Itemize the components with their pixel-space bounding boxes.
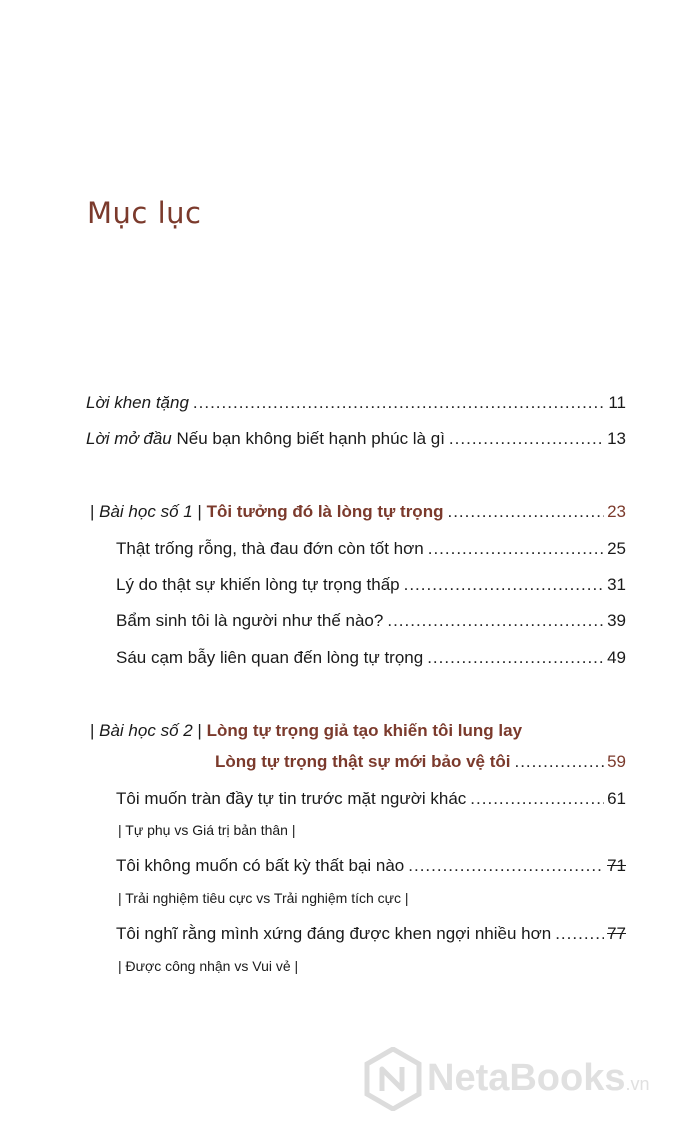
dot-leader [447,502,604,522]
toc-lesson-2-line1[interactable] [90,721,522,741]
dot-leader [514,752,604,772]
entry-subtitle: | Trải nghiệm tiêu cực vs Trải nghiệm tích cực | [118,890,409,906]
toc-entry[interactable] [116,856,626,882]
entry-label: Lời khen tặng [86,393,189,412]
entry-label-rest: Nếu bạn không biết hạnh phúc là gì [171,429,445,448]
toc-entry[interactable] [116,539,626,565]
dot-leader [427,648,604,668]
entry-subtitle: | Được công nhận vs Vui vẻ | [118,958,299,974]
page-number: 49 [607,648,626,667]
watermark-brand: NetaBooks [427,1057,626,1099]
entry-label: Bẩm sinh tôi là người như thế nào? [116,611,384,630]
page-number: 11 [608,393,626,412]
lesson-separator: | [192,502,207,521]
entry-subtitle: | Tự phụ vs Giá trị bản thân | [118,822,296,838]
toc-entry[interactable] [116,575,626,601]
toc-entry-praise[interactable] [86,393,626,419]
page-number: 25 [607,539,626,558]
dot-leader [404,575,604,595]
watermark [364,1045,694,1115]
toc-entry[interactable] [116,611,626,637]
dot-leader [387,611,604,631]
lesson-separator: | [192,721,207,740]
toc-lesson-2-line2[interactable] [215,752,626,778]
entry-label: Lý do thật sự khiến lòng tự trọng thấp [116,575,400,594]
toc-entry[interactable] [116,648,626,674]
dot-leader [193,393,605,413]
entry-label: Tôi muốn tràn đầy tự tin trước mặt người khác [116,789,467,808]
page-title: Mục lục [87,196,202,230]
lesson-bar: | [90,502,100,521]
lesson-bar: | [90,721,100,740]
lesson-number: Bài học số 2 [99,721,193,740]
dot-leader [428,539,604,559]
toc-lesson-1[interactable] [90,502,626,528]
lesson-title-line1: Lòng tự trọng giả tạo khiến tôi lung lay [206,721,523,740]
page-number: 71 [607,856,626,875]
dot-leader [408,856,604,876]
page-number: 77 [607,924,626,943]
entry-label: Tôi nghĩ rằng mình xứng đáng được khen ngợi nhiều hơn [116,924,552,943]
page-number: 13 [607,429,626,448]
entry-label: Tôi không muốn có bất kỳ thất bại nào [116,856,405,875]
dot-leader [449,429,604,449]
netabooks-logo-icon [364,1047,422,1111]
lesson-number: Bài học số 1 [99,502,193,521]
dot-leader [555,924,604,944]
page-number: 23 [607,502,626,521]
entry-label: Thật trống rỗng, thà đau đớn còn tốt hơn [116,539,424,558]
toc-entry[interactable] [116,924,626,950]
dot-leader [470,789,604,809]
page-number: 61 [607,789,626,808]
entry-label: Lời mở đầu [86,429,172,448]
watermark-tld: .vn [625,1074,650,1094]
page-number: 39 [607,611,626,630]
page-number: 31 [607,575,626,594]
toc-entry[interactable] [116,789,626,815]
page-number: 59 [607,752,626,771]
toc-entry-preface[interactable] [86,429,626,455]
lesson-title: Tôi tưởng đó là lòng tự trọng [206,502,444,521]
lesson-title-line2: Lòng tự trọng thật sự mới bảo vệ tôi [215,752,511,771]
entry-label: Sáu cạm bẫy liên quan đến lòng tự trọng [116,648,424,667]
